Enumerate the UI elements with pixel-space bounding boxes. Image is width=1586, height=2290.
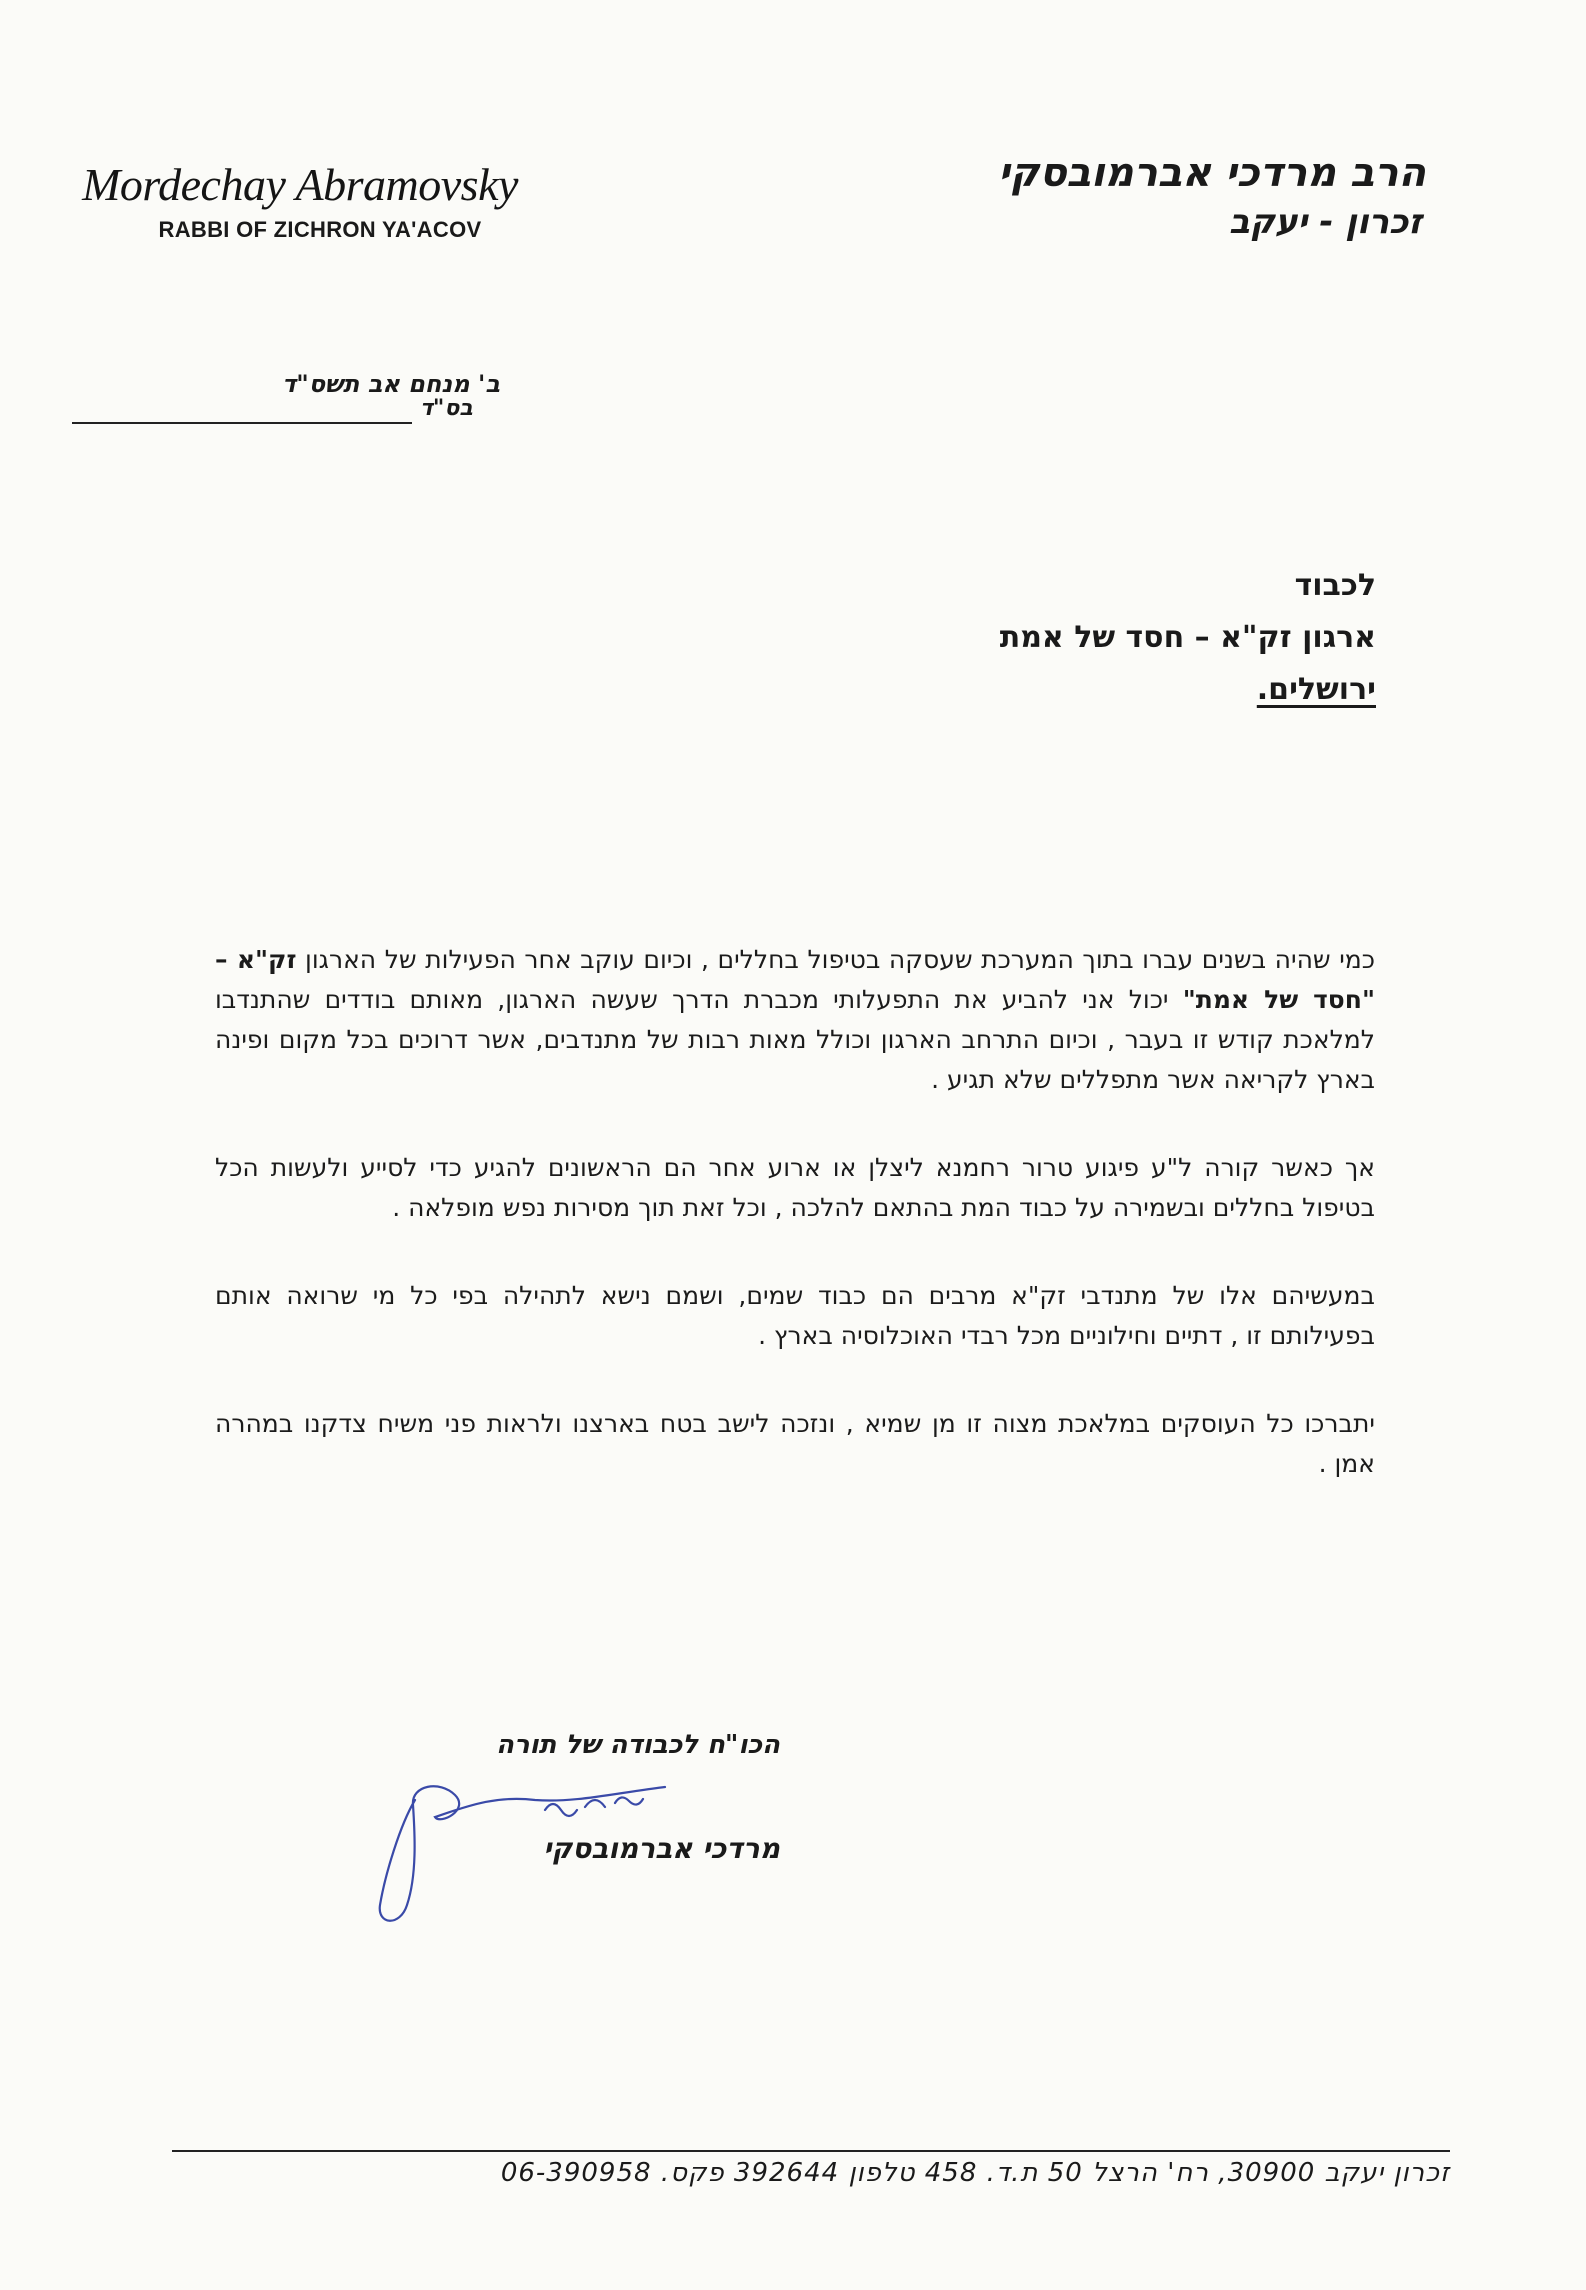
date-underline	[72, 422, 412, 424]
footer-address: זכרון יעקב 30900, רח' הרצל 50 ת.ד. 458 טלפון 392644 פקס. 06-390958	[500, 2158, 1450, 2188]
hebrew-town: זכרון - יעקב	[1229, 202, 1422, 242]
p1-org: זק"א – "חסד של אמת"	[215, 945, 1376, 1014]
org-name: חסד של אמת	[999, 620, 1185, 655]
addressee-honorific: לכבוד	[1294, 568, 1376, 603]
letter-body	[215, 940, 1375, 1532]
addressee-city: ירושלים.	[1256, 672, 1376, 707]
letterhead-hebrew	[866, 150, 1426, 242]
body-paragraph-2: אך כאשר קורה ל"ע פיגוע טרור רחמנא ליצלן או ארוע אחר הם הראשונים להגיע כדי לסייע ולעשות הכל בטיפול בחללים ובשמירה על כבוד המת בהתאם להלכה , וכל זאת תוך מסירות נפש מופלאה .	[215, 1153, 1375, 1222]
signer-name: מרדכי אברמובסקי	[543, 1832, 780, 1865]
p1-end: יכול אני להביע את התפעלותי מכברת הדרך שעשה הארגון, מאותם בודדים שהתנדבו למלאכת קודש זו בעבר , וכיום התרחב הארגון וכולל מאות רבות של מתנדבים, אשר דרוכים בכל מקום ופינה בארץ לקריאה אשר מתפללים שלא תגיע .	[215, 985, 1375, 1094]
addressee-block	[676, 560, 1376, 716]
footer-rule	[172, 2150, 1450, 2152]
handwritten-signature	[345, 1755, 765, 1935]
body-paragraph-3: במעשיהם אלו של מתנדבי זק"א מרבים הם כבוד שמים, ושמם נישא לתהילה בפי כל מי שרואה אותם בפעילותם זו , דתיים וחילוניים מכל רבדי האוכלוסיה בארץ .	[215, 1281, 1375, 1350]
letter-date: ב' מנחם אב תשס"ד	[282, 370, 500, 398]
english-name: Mordechay Abramovsky	[82, 159, 518, 210]
p1-start: כמי שהיה בשנים עברו בתוך המערכת שעסקה בטיפול בחללים , וכיום עוקב אחר הפעילות של הארגון	[296, 945, 1375, 974]
closing-line: הכו"ח לכבודה של תורה	[496, 1730, 780, 1760]
addressee-org	[676, 612, 1376, 664]
body-paragraph-4: יתברכו כל העוסקים במלאכת מצוה זו מן שמיא , ונזכה לישב בטח בארצנו ולראות פני משיח צדקנו במהרה אמן .	[215, 1409, 1375, 1478]
org-prefix: ארגון זק"א –	[1184, 620, 1376, 655]
body-paragraph-1	[215, 940, 1375, 1100]
letterhead-english	[70, 158, 530, 243]
hebrew-name: הרב מרדכי אברמובסקי	[998, 150, 1426, 196]
bsd-mark: בס"ד	[420, 396, 473, 421]
english-title: RABBI OF ZICHRON YA'ACOV	[158, 217, 482, 242]
